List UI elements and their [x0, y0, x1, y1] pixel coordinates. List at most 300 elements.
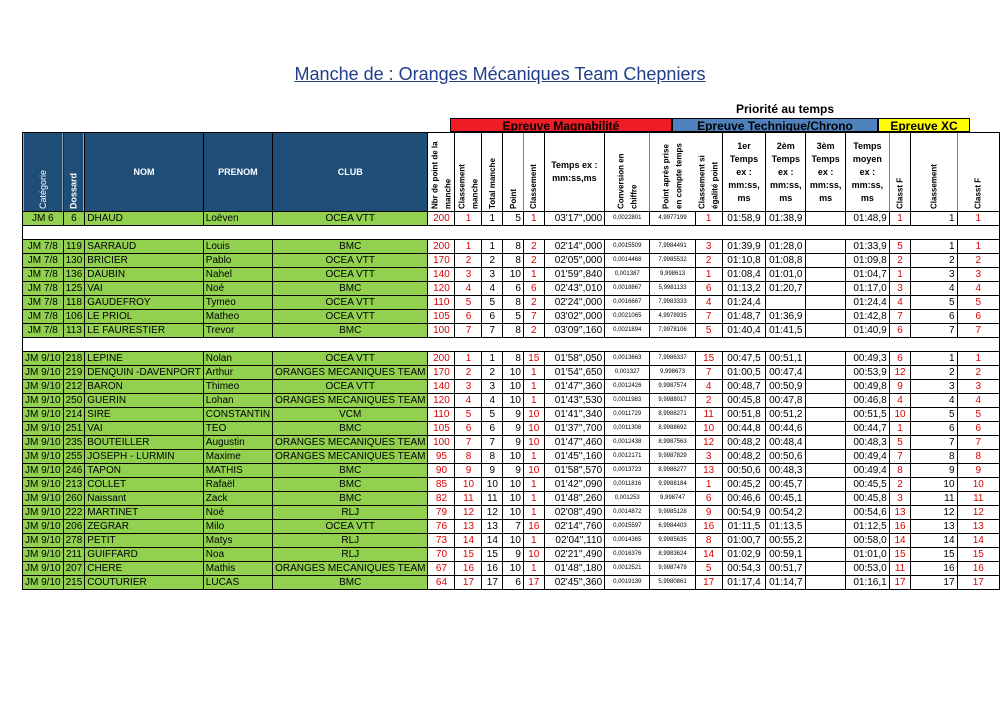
- cell-prenom: Pablo: [203, 254, 272, 268]
- cell-club: OCEA VTT: [273, 310, 428, 324]
- cell-temps-2: 00:51,1: [766, 352, 806, 366]
- cell-point: 5: [503, 310, 524, 324]
- cell-point: 10: [503, 506, 524, 520]
- cell-classt-f: 9: [889, 380, 911, 394]
- results-body: [23, 212, 1000, 590]
- cell-temps-moyen: 01:48,9: [846, 212, 890, 226]
- cell-temps-3: [806, 520, 846, 534]
- cell-temps-1: 00:48,2: [722, 436, 766, 450]
- header-nom: NOM: [85, 133, 204, 212]
- cell-temps-1: 01:17,4: [722, 576, 766, 590]
- cell-classt-f-xc: 12: [957, 506, 999, 520]
- cell-classement-manche: 3: [455, 380, 482, 394]
- cell-classt-f: 12: [889, 366, 911, 380]
- cell-nbr-point: 73: [428, 534, 455, 548]
- cell-temps-3: [806, 492, 846, 506]
- cell-prenom: Maxime: [203, 450, 272, 464]
- cell-temps-2: 01:20,7: [766, 282, 806, 296]
- cell-temps-1: 01:10,8: [722, 254, 766, 268]
- cell-point-apres: 9,9985128: [650, 506, 695, 520]
- cell-club: RLJ: [273, 548, 428, 562]
- cell-conversion: 0,0016667: [605, 296, 650, 310]
- cell-classement: 6: [523, 282, 544, 296]
- cell-dossard: 250: [63, 394, 85, 408]
- cell-total-manche: 7: [482, 324, 503, 338]
- cell-classt-f: 5: [889, 240, 911, 254]
- cell-point: 10: [503, 478, 524, 492]
- header-temps-2: 2èm Temps ex : mm:ss, ms: [766, 133, 806, 212]
- cell-classt-f: 1: [889, 268, 911, 282]
- cell-classement-xc: 4: [911, 394, 957, 408]
- cell-classement: 17: [523, 576, 544, 590]
- cell-prenom: Noé: [203, 506, 272, 520]
- cell-classt-f: 1: [889, 422, 911, 436]
- cell-nbr-point: 105: [428, 422, 455, 436]
- cell-point: 8: [503, 254, 524, 268]
- cell-nom: BARON: [85, 380, 204, 394]
- cell-prenom: Trevor: [203, 324, 272, 338]
- cell-club: ORANGES MECANIQUES TEAM: [273, 394, 428, 408]
- cell-dossard: 118: [63, 296, 85, 310]
- cell-temps-3: [806, 436, 846, 450]
- cell-club: RLJ: [273, 534, 428, 548]
- cell-nom: LE FAURESTIER: [85, 324, 204, 338]
- cell-prenom: Tymeo: [203, 296, 272, 310]
- table-row: [23, 576, 1000, 590]
- cell-classement-egalite: 4: [695, 296, 722, 310]
- cell-dossard: 6: [63, 212, 85, 226]
- cell-temps-moyen: 01:17,0: [846, 282, 890, 296]
- cell-temps-1: 01:00,7: [722, 534, 766, 548]
- cell-prenom: Rafaël: [203, 478, 272, 492]
- cell-temps-2: 00:44,6: [766, 422, 806, 436]
- cell-classement-manche: 7: [455, 324, 482, 338]
- cell-nom: CHERE: [85, 562, 204, 576]
- cell-point: 9: [503, 422, 524, 436]
- cell-classement-egalite: 5: [695, 562, 722, 576]
- cell-dossard: 136: [63, 268, 85, 282]
- cell-temps: 01'47'',460: [544, 436, 605, 450]
- cell-temps-2: 01:41,5: [766, 324, 806, 338]
- cell-total-manche: 5: [482, 296, 503, 310]
- cell-point-apres: 7,9985532: [650, 254, 695, 268]
- cell-prenom: Noa: [203, 548, 272, 562]
- cell-categorie: JM 9/10: [23, 394, 64, 408]
- cell-temps: 01'42'',090: [544, 478, 605, 492]
- cell-nbr-point: 76: [428, 520, 455, 534]
- cell-classt-f: 16: [889, 520, 911, 534]
- cell-nbr-point: 67: [428, 562, 455, 576]
- cell-classt-f-xc: 1: [957, 240, 999, 254]
- cell-temps-1: 00:46,6: [722, 492, 766, 506]
- cell-classement: 1: [523, 534, 544, 548]
- cell-temps-moyen: 00:48,3: [846, 436, 890, 450]
- cell-point: 10: [503, 366, 524, 380]
- cell-classement: 2: [523, 296, 544, 310]
- cell-categorie: JM 9/10: [23, 478, 64, 492]
- cell-categorie: JM 7/8: [23, 310, 64, 324]
- cell-classement-manche: 7: [455, 436, 482, 450]
- cell-temps-2: 00:50,9: [766, 380, 806, 394]
- cell-classement-xc: 11: [911, 492, 957, 506]
- cell-dossard: 246: [63, 464, 85, 478]
- cell-classement: 2: [523, 324, 544, 338]
- cell-club: ORANGES MECANIQUES TEAM: [273, 562, 428, 576]
- cell-temps-3: [806, 394, 846, 408]
- cell-classement: 16: [523, 520, 544, 534]
- cell-temps-moyen: 00:49,8: [846, 380, 890, 394]
- cell-categorie: JM 9/10: [23, 492, 64, 506]
- cell-point-apres: 9,998613: [650, 268, 695, 282]
- cell-classt-f-xc: 9: [957, 464, 999, 478]
- group-spacer: [23, 226, 1000, 240]
- cell-total-manche: 5: [482, 408, 503, 422]
- cell-classement-xc: 2: [911, 254, 957, 268]
- cell-classt-f-xc: 7: [957, 436, 999, 450]
- cell-temps-3: [806, 268, 846, 282]
- cell-nom: DAUBIN: [85, 268, 204, 282]
- cell-point: 8: [503, 296, 524, 310]
- cell-total-manche: 12: [482, 506, 503, 520]
- cell-classement-egalite: 1: [695, 212, 722, 226]
- cell-point-apres: 9,9987574: [650, 380, 695, 394]
- cell-categorie: JM 9/10: [23, 576, 64, 590]
- cell-temps-1: 00:50,6: [722, 464, 766, 478]
- cell-prenom: Arthur: [203, 366, 272, 380]
- cell-point-apres: 9,998747: [650, 492, 695, 506]
- table-row: [23, 520, 1000, 534]
- cell-prenom: MATHIS: [203, 464, 272, 478]
- cell-classement-xc: 3: [911, 268, 957, 282]
- table-row: [23, 296, 1000, 310]
- cell-temps-3: [806, 534, 846, 548]
- cell-classement: 10: [523, 408, 544, 422]
- cell-classt-f-xc: 15: [957, 548, 999, 562]
- cell-total-manche: 14: [482, 534, 503, 548]
- cell-nom: VAI: [85, 422, 204, 436]
- cell-classement-xc: 9: [911, 464, 957, 478]
- cell-classt-f: 17: [889, 576, 911, 590]
- cell-total-manche: 11: [482, 492, 503, 506]
- cell-categorie: JM 9/10: [23, 506, 64, 520]
- cell-categorie: JM 9/10: [23, 520, 64, 534]
- cell-categorie: JM 9/10: [23, 548, 64, 562]
- cell-temps: 01'59'',840: [544, 268, 605, 282]
- cell-classement-xc: 3: [911, 380, 957, 394]
- cell-temps-moyen: 01:42,8: [846, 310, 890, 324]
- cell-classement-manche: 2: [455, 254, 482, 268]
- cell-point: 9: [503, 408, 524, 422]
- cell-classement-xc: 1: [911, 352, 957, 366]
- cell-prenom: Augustin: [203, 436, 272, 450]
- cell-temps-2: 00:50,6: [766, 450, 806, 464]
- cell-temps: 01'58'',570: [544, 464, 605, 478]
- cell-nbr-point: 170: [428, 366, 455, 380]
- cell-temps-3: [806, 282, 846, 296]
- cell-dossard: 212: [63, 380, 85, 394]
- cell-dossard: 130: [63, 254, 85, 268]
- cell-classement: 1: [523, 394, 544, 408]
- header-classement-manche: Classement manche: [455, 133, 482, 212]
- cell-total-manche: 10: [482, 478, 503, 492]
- cell-temps: 03'02'',000: [544, 310, 605, 324]
- cell-classement-manche: 1: [455, 240, 482, 254]
- cell-nbr-point: 82: [428, 492, 455, 506]
- cell-total-manche: 2: [482, 254, 503, 268]
- cell-categorie: JM 9/10: [23, 562, 64, 576]
- cell-dossard: 125: [63, 282, 85, 296]
- cell-temps-moyen: 00:53,0: [846, 562, 890, 576]
- cell-nbr-point: 79: [428, 506, 455, 520]
- cell-point-apres: 8,9986277: [650, 464, 695, 478]
- cell-classt-f-xc: 17: [957, 576, 999, 590]
- cell-classement-egalite: 7: [695, 366, 722, 380]
- cell-dossard: 215: [63, 576, 85, 590]
- cell-point-apres: 8,9987563: [650, 436, 695, 450]
- cell-dossard: 255: [63, 450, 85, 464]
- cell-total-manche: 8: [482, 450, 503, 464]
- cell-nbr-point: 100: [428, 324, 455, 338]
- cell-classement-egalite: 6: [695, 282, 722, 296]
- cell-temps-2: 00:54,2: [766, 506, 806, 520]
- cell-nbr-point: 100: [428, 436, 455, 450]
- cell-classement: 10: [523, 548, 544, 562]
- cell-classement-xc: 7: [911, 324, 957, 338]
- cell-classement: 1: [523, 268, 544, 282]
- cell-dossard: 278: [63, 534, 85, 548]
- cell-total-manche: 3: [482, 268, 503, 282]
- cell-temps-moyen: 01:40,9: [846, 324, 890, 338]
- cell-categorie: JM 9/10: [23, 408, 64, 422]
- cell-dossard: 206: [63, 520, 85, 534]
- cell-temps: 02'04'',110: [544, 534, 605, 548]
- cell-point-apres: 9,998673: [650, 366, 695, 380]
- cell-dossard: 214: [63, 408, 85, 422]
- cell-prenom: Noé: [203, 282, 272, 296]
- cell-conversion: 0,0014365: [605, 534, 650, 548]
- table-row: [23, 380, 1000, 394]
- cell-nbr-point: 110: [428, 296, 455, 310]
- header-temps-ex: Temps ex : mm:ss,ms: [544, 133, 605, 212]
- table-row: [23, 310, 1000, 324]
- cell-nom: DHAUD: [85, 212, 204, 226]
- cell-dossard: 119: [63, 240, 85, 254]
- cell-point: 7: [503, 520, 524, 534]
- header-club: CLUB: [273, 133, 428, 212]
- header-point-apres: Point après prise en compte temps: [650, 133, 695, 212]
- cell-temps-moyen: 01:12,5: [846, 520, 890, 534]
- cell-temps-1: 00:45,8: [722, 394, 766, 408]
- page-title: Manche de : Oranges Mécaniques Team Chepniers: [294, 64, 706, 84]
- cell-club: OCEA VTT: [273, 296, 428, 310]
- cell-temps-1: 01:39,9: [722, 240, 766, 254]
- cell-classement: 1: [523, 212, 544, 226]
- header-total-manche: Total manche: [482, 133, 503, 212]
- cell-point-apres: 7,9986337: [650, 352, 695, 366]
- table-row: [23, 212, 1000, 226]
- cell-nom: SIRE: [85, 408, 204, 422]
- cell-temps-moyen: 01:09,8: [846, 254, 890, 268]
- cell-categorie: JM 9/10: [23, 380, 64, 394]
- cell-temps: 01'37'',700: [544, 422, 605, 436]
- cell-temps: 01'58'',050: [544, 352, 605, 366]
- cell-temps-3: [806, 506, 846, 520]
- cell-temps-1: 01:00,5: [722, 366, 766, 380]
- cell-categorie: JM 9/10: [23, 534, 64, 548]
- cell-classement-manche: 1: [455, 212, 482, 226]
- cell-classement-egalite: 14: [695, 548, 722, 562]
- cell-conversion: 0,0012521: [605, 562, 650, 576]
- cell-classt-f: 4: [889, 394, 911, 408]
- priority-label: Priorité au temps: [735, 102, 835, 116]
- header-classt-f: Classt F: [889, 133, 911, 212]
- cell-total-manche: 17: [482, 576, 503, 590]
- cell-temps-2: 00:48,3: [766, 464, 806, 478]
- cell-classement-egalite: 1: [695, 268, 722, 282]
- cell-classt-f: 2: [889, 254, 911, 268]
- cell-prenom: Zack: [203, 492, 272, 506]
- cell-categorie: JM 9/10: [23, 422, 64, 436]
- cell-point-apres: 8,9983624: [650, 548, 695, 562]
- cell-temps: 02'45'',360: [544, 576, 605, 590]
- cell-classement-egalite: 15: [695, 352, 722, 366]
- header-classement-xc: Classement: [911, 133, 957, 212]
- cell-nbr-point: 70: [428, 548, 455, 562]
- cell-nbr-point: 120: [428, 394, 455, 408]
- cell-temps-1: 00:48,7: [722, 380, 766, 394]
- cell-club: OCEA VTT: [273, 212, 428, 226]
- cell-conversion: 0,0014468: [605, 254, 650, 268]
- cell-categorie: JM 7/8: [23, 240, 64, 254]
- cell-categorie: JM 7/8: [23, 254, 64, 268]
- cell-classement-egalite: 1: [695, 478, 722, 492]
- cell-conversion: 0,0021065: [605, 310, 650, 324]
- header-prenom: PRENOM: [203, 133, 272, 212]
- cell-club: BMC: [273, 492, 428, 506]
- cell-classt-f-xc: 7: [957, 324, 999, 338]
- cell-prenom: Nahel: [203, 268, 272, 282]
- cell-temps-moyen: 01:33,9: [846, 240, 890, 254]
- cell-classement: 10: [523, 464, 544, 478]
- cell-dossard: 218: [63, 352, 85, 366]
- cell-conversion: 0,0012171: [605, 450, 650, 464]
- cell-temps-1: 00:44,8: [722, 422, 766, 436]
- cell-classement-manche: 14: [455, 534, 482, 548]
- cell-classt-f: 1: [889, 212, 911, 226]
- cell-temps-1: 01:08,4: [722, 268, 766, 282]
- cell-temps-2: 00:48,4: [766, 436, 806, 450]
- cell-conversion: 0,0011816: [605, 478, 650, 492]
- cell-point: 8: [503, 324, 524, 338]
- cell-nbr-point: 200: [428, 212, 455, 226]
- cell-classement-egalite: 17: [695, 576, 722, 590]
- cell-categorie: JM 7/8: [23, 296, 64, 310]
- cell-prenom: LUCAS: [203, 576, 272, 590]
- cell-classement-manche: 9: [455, 464, 482, 478]
- cell-point: 6: [503, 282, 524, 296]
- cell-conversion: 0,0011983: [605, 394, 650, 408]
- cell-point-apres: 8,9988271: [650, 408, 695, 422]
- cell-temps-3: [806, 324, 846, 338]
- cell-total-manche: 1: [482, 212, 503, 226]
- cell-point: 10: [503, 380, 524, 394]
- cell-classt-f: 2: [889, 478, 911, 492]
- cell-temps-3: [806, 422, 846, 436]
- cell-point: 10: [503, 534, 524, 548]
- table-row: [23, 282, 1000, 296]
- cell-classement-manche: 15: [455, 548, 482, 562]
- cell-temps: 01'48'',260: [544, 492, 605, 506]
- cell-classement-manche: 6: [455, 422, 482, 436]
- cell-temps-1: 00:47,5: [722, 352, 766, 366]
- cell-point-apres: 4,9978935: [650, 310, 695, 324]
- cell-point-apres: 7,9978106: [650, 324, 695, 338]
- cell-conversion: 0,0016376: [605, 548, 650, 562]
- cell-temps-2: 01:01,0: [766, 268, 806, 282]
- cell-conversion: 0,0014872: [605, 506, 650, 520]
- header-row: [23, 133, 1000, 212]
- cell-classement-egalite: 4: [695, 380, 722, 394]
- cell-classement-xc: 6: [911, 422, 957, 436]
- header-classement: Classement: [523, 133, 544, 212]
- cell-point: 8: [503, 352, 524, 366]
- cell-club: BMC: [273, 282, 428, 296]
- cell-nbr-point: 200: [428, 352, 455, 366]
- table-row: [23, 548, 1000, 562]
- cell-temps-2: 01:38,9: [766, 212, 806, 226]
- cell-classement-egalite: 9: [695, 506, 722, 520]
- cell-classt-f: 5: [889, 436, 911, 450]
- cell-classement-xc: 14: [911, 534, 957, 548]
- cell-classt-f: 14: [889, 534, 911, 548]
- header-categorie: Catégorie: [23, 133, 64, 212]
- cell-classement: 2: [523, 254, 544, 268]
- cell-point: 9: [503, 436, 524, 450]
- cell-club: RLJ: [273, 506, 428, 520]
- cell-classt-f-xc: 6: [957, 422, 999, 436]
- cell-categorie: JM 7/8: [23, 268, 64, 282]
- cell-classt-f-xc: 10: [957, 478, 999, 492]
- cell-nom: GUIFFARD: [85, 548, 204, 562]
- table-row: [23, 478, 1000, 492]
- cell-nom: DENQUIN -DAVENPORT: [85, 366, 204, 380]
- cell-classement: 1: [523, 506, 544, 520]
- table-row: [23, 450, 1000, 464]
- cell-classt-f-xc: 14: [957, 534, 999, 548]
- cell-total-manche: 1: [482, 352, 503, 366]
- cell-temps-2: 01:08,8: [766, 254, 806, 268]
- cell-temps-1: 01:13,2: [722, 282, 766, 296]
- cell-temps-2: 01:13,5: [766, 520, 806, 534]
- cell-classement: 1: [523, 380, 544, 394]
- cell-classt-f: 3: [889, 492, 911, 506]
- cell-classt-f-xc: 2: [957, 254, 999, 268]
- cell-total-manche: 4: [482, 282, 503, 296]
- cell-total-manche: 1: [482, 240, 503, 254]
- cell-classement-manche: 3: [455, 268, 482, 282]
- cell-temps: 02'05'',000: [544, 254, 605, 268]
- cell-classement-xc: 6: [911, 310, 957, 324]
- cell-temps-3: [806, 576, 846, 590]
- cell-classement-xc: 16: [911, 562, 957, 576]
- cell-prenom: Mathis: [203, 562, 272, 576]
- cell-nbr-point: 64: [428, 576, 455, 590]
- cell-classement-egalite: 10: [695, 422, 722, 436]
- header-dossard: Dossard: [63, 133, 85, 212]
- table-row: [23, 506, 1000, 520]
- header-nbr-point: Nbr de point de la manche: [428, 133, 455, 212]
- cell-dossard: 213: [63, 478, 85, 492]
